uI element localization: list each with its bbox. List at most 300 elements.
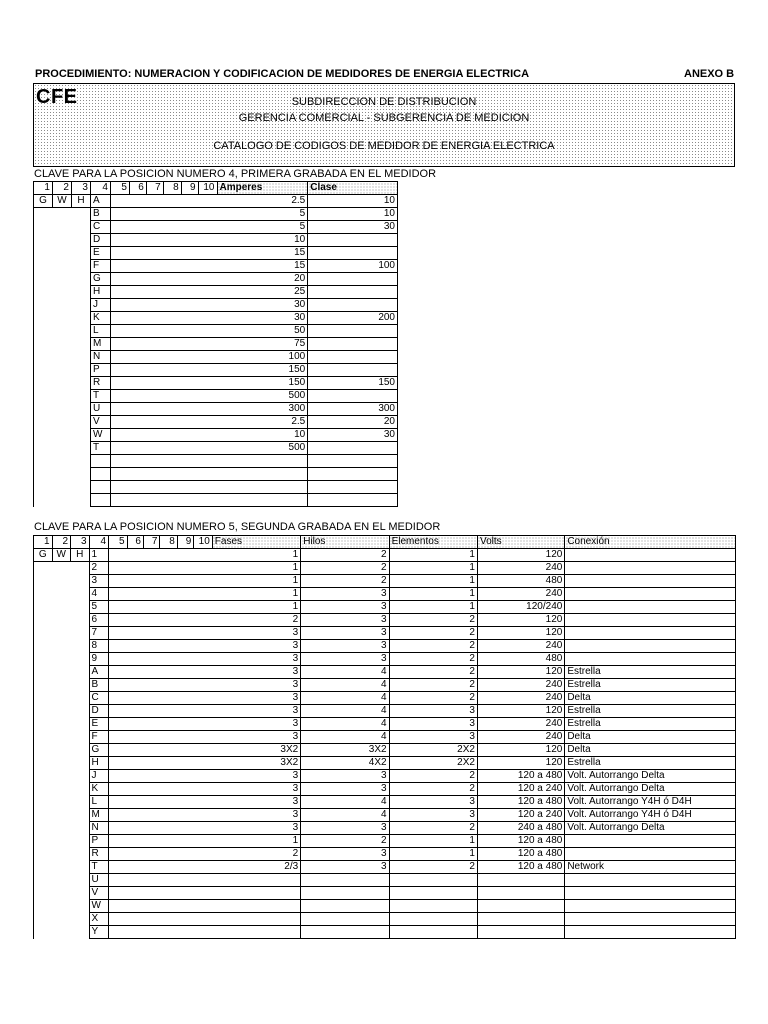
volts-cell: [477, 926, 564, 939]
empty-cell: [177, 679, 193, 692]
hilos-cell: 4X2: [301, 757, 389, 770]
header-row: [34, 182, 398, 195]
column-header-amperes: Amperes: [217, 182, 308, 195]
key-cell: [90, 481, 110, 494]
clase-cell: [308, 494, 398, 507]
empty-cell: [181, 208, 198, 221]
clase-cell: 10: [308, 208, 398, 221]
volts-cell: 120: [477, 705, 564, 718]
empty-cell: [110, 325, 129, 338]
empty-cell: [181, 312, 198, 325]
clase-cell: [308, 338, 398, 351]
empty-cell: [143, 757, 159, 770]
elementos-cell: 1: [389, 835, 477, 848]
empty-cell: [127, 783, 143, 796]
empty-cell: [146, 494, 163, 507]
conexion-cell: [565, 848, 736, 861]
empty-cell: [109, 757, 128, 770]
fases-cell: [212, 913, 300, 926]
empty-cell: [52, 260, 71, 273]
fases-cell: 3X2: [212, 757, 300, 770]
elementos-cell: [389, 913, 477, 926]
clase-cell: [308, 273, 398, 286]
fases-cell: 3: [212, 770, 300, 783]
empty-cell: [71, 692, 90, 705]
empty-cell: [71, 364, 90, 377]
table-row: [34, 926, 736, 939]
empty-cell: [110, 195, 129, 208]
gwh-letter: H: [71, 549, 90, 562]
empty-cell: [143, 601, 159, 614]
empty-cell: [194, 861, 213, 874]
key-cell: F: [90, 260, 110, 273]
table-row: [34, 468, 398, 481]
hilos-cell: 3: [301, 653, 389, 666]
fases-cell: [212, 887, 300, 900]
table-row: [34, 822, 736, 835]
empty-cell: [181, 494, 198, 507]
empty-cell: [143, 666, 159, 679]
empty-cell: [143, 614, 159, 627]
empty-cell: [129, 455, 146, 468]
empty-cell: [181, 429, 198, 442]
empty-cell: [177, 705, 193, 718]
empty-cell: [34, 718, 53, 731]
empty-cell: [160, 588, 177, 601]
table-row: [34, 364, 398, 377]
empty-cell: [110, 403, 129, 416]
empty-cell: [71, 221, 90, 234]
empty-cell: [127, 900, 143, 913]
empty-cell: [110, 481, 129, 494]
volts-cell: 240 a 480: [477, 822, 564, 835]
empty-cell: [163, 364, 181, 377]
empty-cell: [127, 887, 143, 900]
key-cell: 7: [89, 627, 109, 640]
empty-cell: [198, 286, 217, 299]
empty-cell: [198, 351, 217, 364]
empty-cell: [163, 260, 181, 273]
amperes-cell: 30: [217, 299, 308, 312]
empty-cell: [34, 705, 53, 718]
clase-cell: 30: [308, 221, 398, 234]
clase-cell: [308, 364, 398, 377]
empty-cell: [160, 770, 177, 783]
empty-cell: [177, 900, 193, 913]
empty-cell: [129, 364, 146, 377]
amperes-cell: 30: [217, 312, 308, 325]
empty-cell: [163, 351, 181, 364]
empty-cell: [110, 416, 129, 429]
position-number-10: 10: [194, 536, 213, 549]
empty-cell: [71, 874, 90, 887]
empty-cell: [34, 416, 53, 429]
empty-cell: [34, 744, 53, 757]
empty-cell: [194, 770, 213, 783]
hilos-cell: 3: [301, 640, 389, 653]
clase-cell: 200: [308, 312, 398, 325]
empty-cell: [109, 614, 128, 627]
hilos-cell: 3X2: [301, 744, 389, 757]
empty-cell: [71, 770, 90, 783]
conexion-cell: Estrella: [565, 718, 736, 731]
gwh-letter: W: [52, 549, 71, 562]
amperes-cell: [217, 481, 308, 494]
empty-cell: [143, 900, 159, 913]
empty-cell: [177, 796, 193, 809]
key-cell: R: [90, 377, 110, 390]
clase-cell: [308, 286, 398, 299]
table-row: [34, 796, 736, 809]
hilos-cell: [301, 913, 389, 926]
table-row: [34, 260, 398, 273]
empty-cell: [52, 390, 71, 403]
conexion-cell: [565, 614, 736, 627]
table-row: [34, 809, 736, 822]
empty-cell: [71, 796, 90, 809]
empty-cell: [71, 351, 90, 364]
empty-cell: [143, 913, 159, 926]
empty-cell: [109, 562, 128, 575]
empty-cell: [71, 848, 90, 861]
empty-cell: [109, 679, 128, 692]
volts-cell: 120/240: [477, 601, 564, 614]
empty-cell: [194, 692, 213, 705]
empty-cell: [129, 208, 146, 221]
empty-cell: [181, 403, 198, 416]
empty-cell: [160, 926, 177, 939]
annex-label: ANEXO B: [684, 68, 735, 80]
key-cell: 1: [89, 549, 109, 562]
empty-cell: [127, 718, 143, 731]
empty-cell: [160, 809, 177, 822]
empty-cell: [34, 455, 53, 468]
empty-cell: [160, 640, 177, 653]
position-number-8: 8: [163, 182, 181, 195]
conexion-cell: Network: [565, 861, 736, 874]
empty-cell: [52, 494, 71, 507]
empty-cell: [194, 731, 213, 744]
key-cell: F: [89, 731, 109, 744]
empty-cell: [160, 757, 177, 770]
table-row: [34, 692, 736, 705]
empty-cell: [71, 494, 90, 507]
position-number-4: 4: [90, 182, 110, 195]
fases-cell: 3X2: [212, 744, 300, 757]
clase-cell: 30: [308, 429, 398, 442]
volts-cell: 120 a 480: [477, 848, 564, 861]
key-cell: D: [89, 705, 109, 718]
empty-cell: [194, 627, 213, 640]
gwh-letter: G: [34, 549, 53, 562]
empty-cell: [34, 783, 53, 796]
empty-cell: [163, 442, 181, 455]
empty-cell: [34, 575, 53, 588]
empty-cell: [198, 364, 217, 377]
empty-cell: [34, 208, 53, 221]
amperes-cell: 50: [217, 325, 308, 338]
empty-cell: [52, 835, 71, 848]
empty-cell: [194, 835, 213, 848]
key-cell: 9: [89, 653, 109, 666]
empty-cell: [110, 273, 129, 286]
empty-cell: [52, 442, 71, 455]
empty-cell: [127, 809, 143, 822]
empty-cell: [198, 455, 217, 468]
hilos-cell: 2: [301, 549, 389, 562]
empty-cell: [52, 614, 71, 627]
table-row: [34, 900, 736, 913]
key-cell: K: [89, 783, 109, 796]
volts-cell: 120 a 480: [477, 861, 564, 874]
empty-cell: [143, 588, 159, 601]
position-number-8: 8: [160, 536, 177, 549]
fases-cell: 3: [212, 705, 300, 718]
empty-cell: [163, 481, 181, 494]
volts-cell: 120: [477, 744, 564, 757]
empty-cell: [181, 468, 198, 481]
empty-cell: [110, 429, 129, 442]
elementos-cell: 2: [389, 861, 477, 874]
empty-cell: [34, 260, 53, 273]
elementos-cell: 2X2: [389, 744, 477, 757]
empty-cell: [181, 286, 198, 299]
empty-cell: [177, 549, 193, 562]
key-cell: 3: [89, 575, 109, 588]
empty-cell: [194, 887, 213, 900]
conexion-cell: Volt. Autorrango Y4H ó D4H: [565, 796, 736, 809]
empty-cell: [34, 221, 53, 234]
empty-cell: [198, 442, 217, 455]
empty-cell: [71, 299, 90, 312]
key-cell: 8: [89, 640, 109, 653]
hilos-cell: 3: [301, 627, 389, 640]
clase-cell: 150: [308, 377, 398, 390]
position-number-1: 1: [34, 536, 53, 549]
header-line-3: CATALOGO DE CODIGOS DE MEDIDOR DE ENERGIA ELECTRICA: [213, 140, 555, 152]
fases-cell: 1: [212, 549, 300, 562]
volts-cell: 120: [477, 757, 564, 770]
empty-cell: [146, 247, 163, 260]
elementos-cell: 2: [389, 627, 477, 640]
elementos-cell: 1: [389, 575, 477, 588]
empty-cell: [110, 221, 129, 234]
amperes-cell: 10: [217, 429, 308, 442]
empty-cell: [110, 494, 129, 507]
conexion-cell: Estrella: [565, 757, 736, 770]
fases-cell: 3: [212, 627, 300, 640]
table-row: [34, 195, 398, 208]
position-number-1: 1: [34, 182, 53, 195]
hilos-cell: 3: [301, 588, 389, 601]
empty-cell: [177, 822, 193, 835]
empty-cell: [163, 455, 181, 468]
empty-cell: [109, 692, 128, 705]
empty-cell: [163, 299, 181, 312]
empty-cell: [34, 338, 53, 351]
empty-cell: [181, 299, 198, 312]
hilos-cell: 2: [301, 562, 389, 575]
volts-cell: 240: [477, 718, 564, 731]
position-number-9: 9: [177, 536, 193, 549]
empty-cell: [34, 234, 53, 247]
conexion-cell: [565, 627, 736, 640]
key-cell: M: [90, 338, 110, 351]
empty-cell: [110, 455, 129, 468]
empty-cell: [177, 913, 193, 926]
conexion-cell: [565, 874, 736, 887]
key-cell: [90, 468, 110, 481]
empty-cell: [110, 208, 129, 221]
key-cell: 2: [89, 562, 109, 575]
empty-cell: [146, 312, 163, 325]
empty-cell: [34, 861, 53, 874]
empty-cell: [163, 195, 181, 208]
key-cell: A: [89, 666, 109, 679]
empty-cell: [110, 468, 129, 481]
fases-cell: 2: [212, 614, 300, 627]
key-cell: C: [89, 692, 109, 705]
elementos-cell: 3: [389, 705, 477, 718]
empty-cell: [109, 770, 128, 783]
table-row: [34, 601, 736, 614]
volts-cell: 480: [477, 653, 564, 666]
empty-cell: [163, 416, 181, 429]
empty-cell: [129, 338, 146, 351]
empty-cell: [71, 653, 90, 666]
conexion-cell: Volt. Autorrango Delta: [565, 770, 736, 783]
fases-cell: 3: [212, 809, 300, 822]
table-row: [34, 588, 736, 601]
position-number-5: 5: [109, 536, 128, 549]
table-row: [34, 481, 398, 494]
empty-cell: [160, 861, 177, 874]
amperes-cell: 5: [217, 221, 308, 234]
empty-cell: [194, 575, 213, 588]
empty-cell: [52, 299, 71, 312]
empty-cell: [146, 234, 163, 247]
empty-cell: [160, 731, 177, 744]
conexion-cell: Estrella: [565, 679, 736, 692]
empty-cell: [129, 234, 146, 247]
empty-cell: [109, 861, 128, 874]
empty-cell: [34, 848, 53, 861]
volts-cell: 120: [477, 627, 564, 640]
key-cell: H: [89, 757, 109, 770]
empty-cell: [143, 770, 159, 783]
empty-cell: [181, 455, 198, 468]
empty-cell: [109, 601, 128, 614]
empty-cell: [160, 666, 177, 679]
empty-cell: [109, 575, 128, 588]
empty-cell: [34, 325, 53, 338]
table-row: [34, 640, 736, 653]
table-row: [34, 731, 736, 744]
table-row: [34, 627, 736, 640]
fases-cell: [212, 874, 300, 887]
empty-cell: [163, 312, 181, 325]
empty-cell: [177, 848, 193, 861]
empty-cell: [194, 666, 213, 679]
empty-cell: [52, 588, 71, 601]
clase-cell: 300: [308, 403, 398, 416]
empty-cell: [177, 744, 193, 757]
column-header-hilos: Hilos: [301, 536, 389, 549]
key-cell: 4: [89, 588, 109, 601]
empty-cell: [177, 627, 193, 640]
table-row: [34, 666, 736, 679]
empty-cell: [127, 848, 143, 861]
empty-cell: [34, 913, 53, 926]
empty-cell: [34, 887, 53, 900]
empty-cell: [143, 562, 159, 575]
gwh-letter: G: [34, 195, 53, 208]
key-cell: T: [89, 861, 109, 874]
hilos-cell: 4: [301, 809, 389, 822]
empty-cell: [181, 260, 198, 273]
hilos-cell: 4: [301, 731, 389, 744]
elementos-cell: 2: [389, 770, 477, 783]
empty-cell: [146, 377, 163, 390]
empty-cell: [163, 286, 181, 299]
empty-cell: [194, 718, 213, 731]
empty-cell: [71, 562, 90, 575]
empty-cell: [110, 234, 129, 247]
volts-cell: [477, 900, 564, 913]
empty-cell: [146, 351, 163, 364]
amperes-cell: 500: [217, 442, 308, 455]
clase-cell: 100: [308, 260, 398, 273]
empty-cell: [160, 705, 177, 718]
empty-cell: [52, 679, 71, 692]
elementos-cell: 2: [389, 783, 477, 796]
empty-cell: [34, 273, 53, 286]
clase-cell: [308, 351, 398, 364]
position-number-2: 2: [52, 536, 71, 549]
empty-cell: [198, 468, 217, 481]
amperes-cell: [217, 468, 308, 481]
empty-cell: [71, 705, 90, 718]
empty-cell: [198, 494, 217, 507]
empty-cell: [52, 247, 71, 260]
empty-cell: [109, 900, 128, 913]
empty-cell: [110, 338, 129, 351]
empty-cell: [109, 640, 128, 653]
table-row: [34, 403, 398, 416]
empty-cell: [71, 234, 90, 247]
empty-cell: [129, 273, 146, 286]
empty-cell: [163, 273, 181, 286]
empty-cell: [160, 835, 177, 848]
empty-cell: [143, 653, 159, 666]
empty-cell: [143, 640, 159, 653]
key-cell: N: [89, 822, 109, 835]
empty-cell: [160, 549, 177, 562]
elementos-cell: 2: [389, 614, 477, 627]
empty-cell: [194, 588, 213, 601]
amperes-cell: 150: [217, 377, 308, 390]
fases-cell: 1: [212, 588, 300, 601]
empty-cell: [109, 718, 128, 731]
empty-cell: [71, 601, 90, 614]
table-row: [34, 913, 736, 926]
key-cell: U: [89, 874, 109, 887]
position-number-10: 10: [198, 182, 217, 195]
empty-cell: [198, 247, 217, 260]
empty-cell: [146, 286, 163, 299]
hilos-cell: [301, 926, 389, 939]
empty-cell: [127, 640, 143, 653]
